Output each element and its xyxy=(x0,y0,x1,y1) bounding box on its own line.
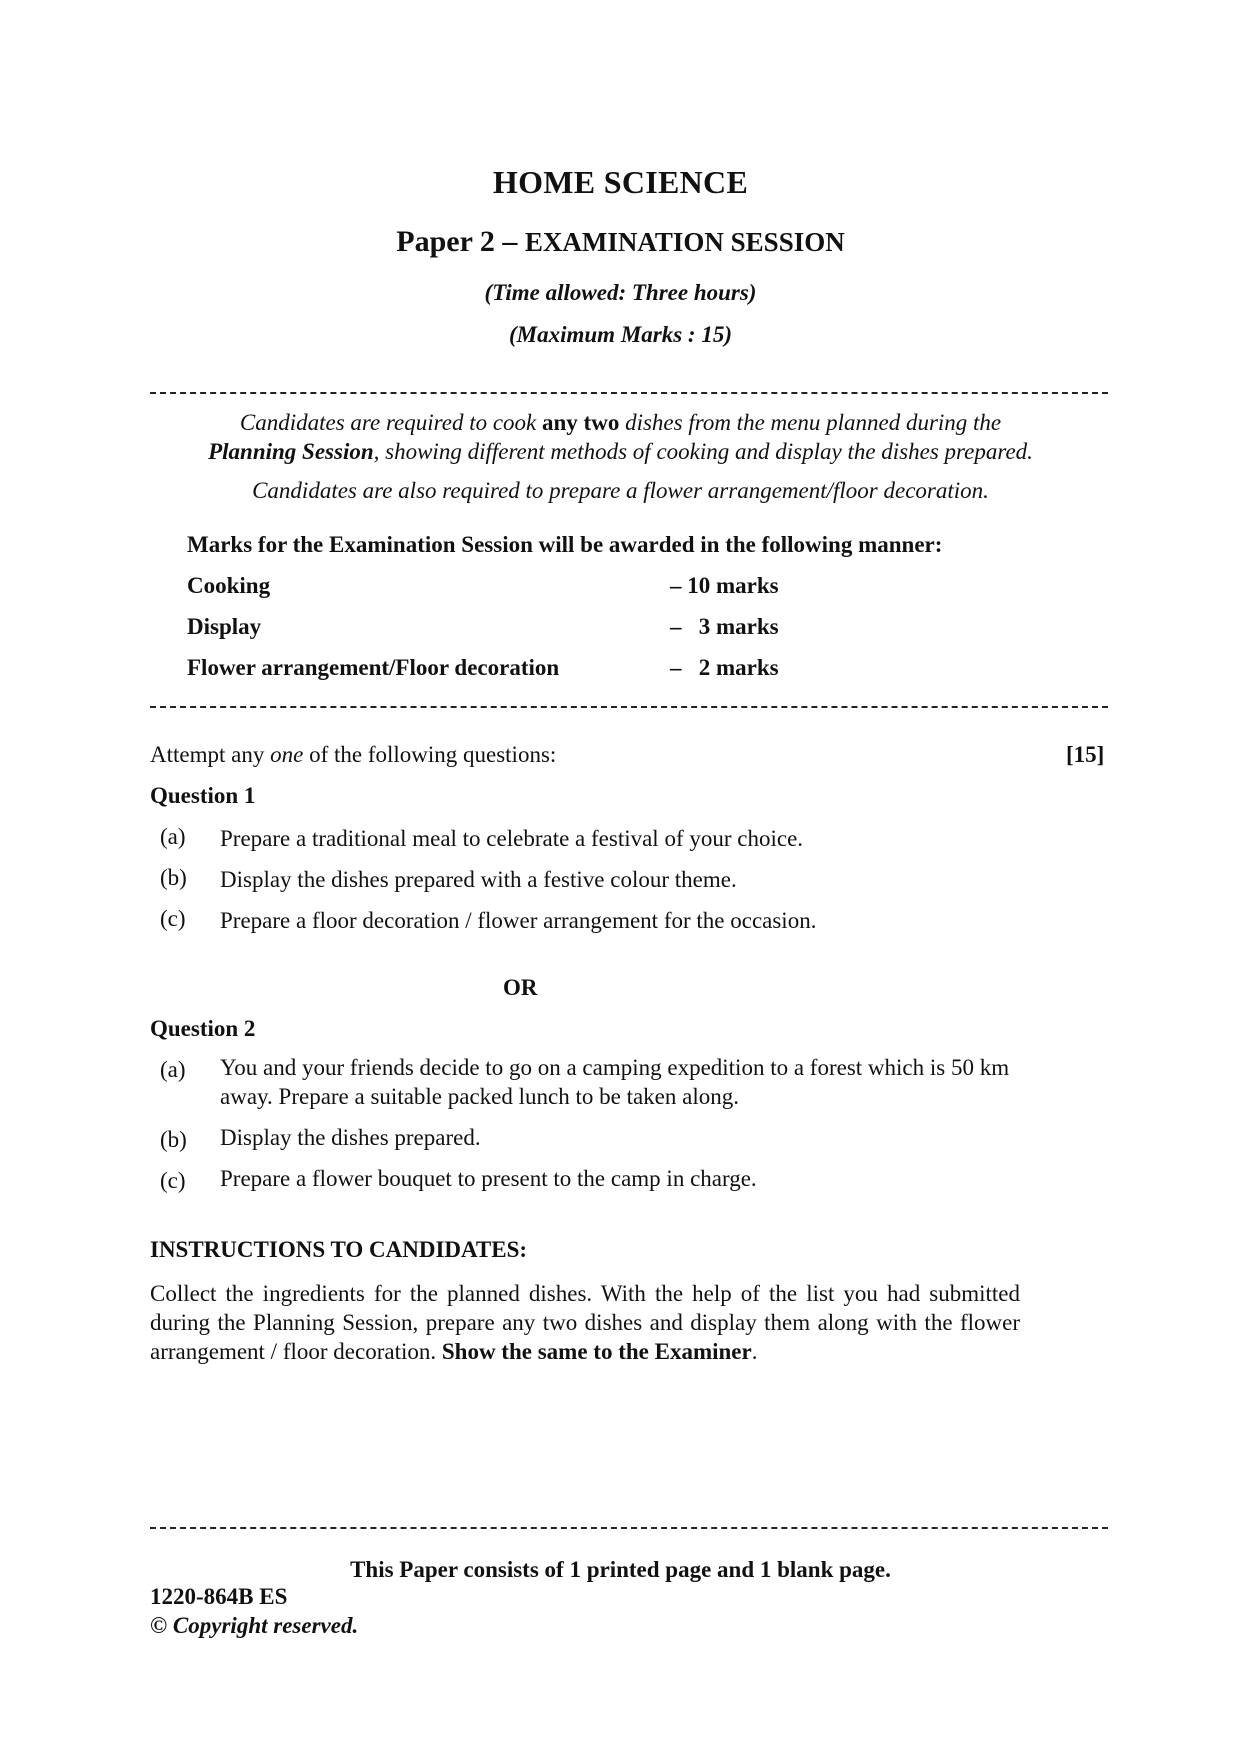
page-title: HOME SCIENCE xyxy=(492,164,749,200)
attempt-instruction xyxy=(150,742,556,768)
paper-page-note: This Paper consists of 1 printed page and 1 blank page. xyxy=(350,1557,891,1582)
marks-label-flower: Flower arrangement/Floor decoration xyxy=(187,655,560,680)
question-1-heading: Question 1 xyxy=(150,783,256,808)
instruction-line-3: Candidates are also required to prepare a flower arrangement/floor decoration. xyxy=(252,478,989,503)
instruction-line-1 xyxy=(0,408,1241,437)
candidate-instructions-heading: INSTRUCTIONS TO CANDIDATES: xyxy=(150,1237,528,1262)
q1-item-text: Prepare a floor decoration / flower arrangement for the occasion. xyxy=(220,908,817,933)
q2-item-text: Prepare a flower bouquet to present to the camp in charge. xyxy=(220,1166,757,1191)
q2-item-label: (a) xyxy=(160,1057,186,1082)
bottom-divider xyxy=(150,1527,1108,1529)
session-name: EXAMINATION SESSION xyxy=(524,227,845,257)
attempt-emphasis: one xyxy=(270,742,304,767)
marks-label-cooking: Cooking xyxy=(187,573,271,598)
top-divider xyxy=(150,392,1108,394)
total-marks: [15] xyxy=(1066,742,1105,767)
instruction-text: dishes from the menu planned during the xyxy=(619,410,1002,435)
paper-subtitle xyxy=(0,225,1241,259)
instructions-text: Collect the ingredients for the planned dishes. With the help of the list you had submitted during the Planning Session, prepare any two dishes and display them along with the flower arrangement / floor decoration. xyxy=(150,1281,1020,1364)
marks-value-display: – 3 marks xyxy=(670,614,779,639)
q2-item-label: (c) xyxy=(160,1168,186,1193)
marks-label-display: Display xyxy=(187,614,262,639)
instructions-emphasis: Show the same to the Examiner xyxy=(441,1339,752,1364)
instruction-text: , showing different methods of cooking and display the dishes prepared. xyxy=(373,439,1033,464)
q1-item-label: (b) xyxy=(160,865,187,890)
q1-item-text: Prepare a traditional meal to celebrate a festival of your choice. xyxy=(220,826,804,851)
paper-code: 1220-864B ES xyxy=(150,1584,288,1609)
q1-item-label: (a) xyxy=(160,824,186,849)
instruction-line-2 xyxy=(0,437,1241,466)
q2-item-label: (b) xyxy=(160,1127,187,1152)
instruction-text: Candidates are required to cook xyxy=(239,410,543,435)
paper-number: Paper 2 xyxy=(396,225,495,258)
marks-value-cooking: – 10 marks xyxy=(670,573,779,598)
instructions-period: . xyxy=(751,1339,758,1364)
copyright-notice: © Copyright reserved. xyxy=(150,1613,359,1638)
middle-divider xyxy=(150,706,1108,708)
marks-value-flower: – 2 marks xyxy=(670,655,779,680)
question-2-heading: Question 2 xyxy=(150,1016,256,1041)
q1-item-text: Display the dishes prepared with a festive colour theme. xyxy=(220,867,737,892)
q2-item-text: You and your friends decide to go on a camping expedition to a forest which is 50 km away. Prepare a suitable packed lunch to be taken along. xyxy=(220,1055,1010,1109)
attempt-text: Attempt any xyxy=(150,742,271,767)
q1-item-label: (c) xyxy=(160,906,186,931)
attempt-text: of the following questions: xyxy=(303,742,557,767)
instruction-emphasis: any two xyxy=(542,410,620,435)
marks-heading: Marks for the Examination Session will be awarded in the following manner: xyxy=(187,532,943,557)
subtitle-dash: – xyxy=(494,225,525,258)
candidate-instructions-body xyxy=(150,1279,1020,1366)
maximum-marks: (Maximum Marks : 15) xyxy=(509,322,732,347)
or-separator: OR xyxy=(503,975,538,1000)
time-allowed: (Time allowed: Three hours) xyxy=(484,280,757,305)
planning-session-emphasis: Planning Session xyxy=(208,439,374,464)
q2-item-text: Display the dishes prepared. xyxy=(220,1125,481,1150)
